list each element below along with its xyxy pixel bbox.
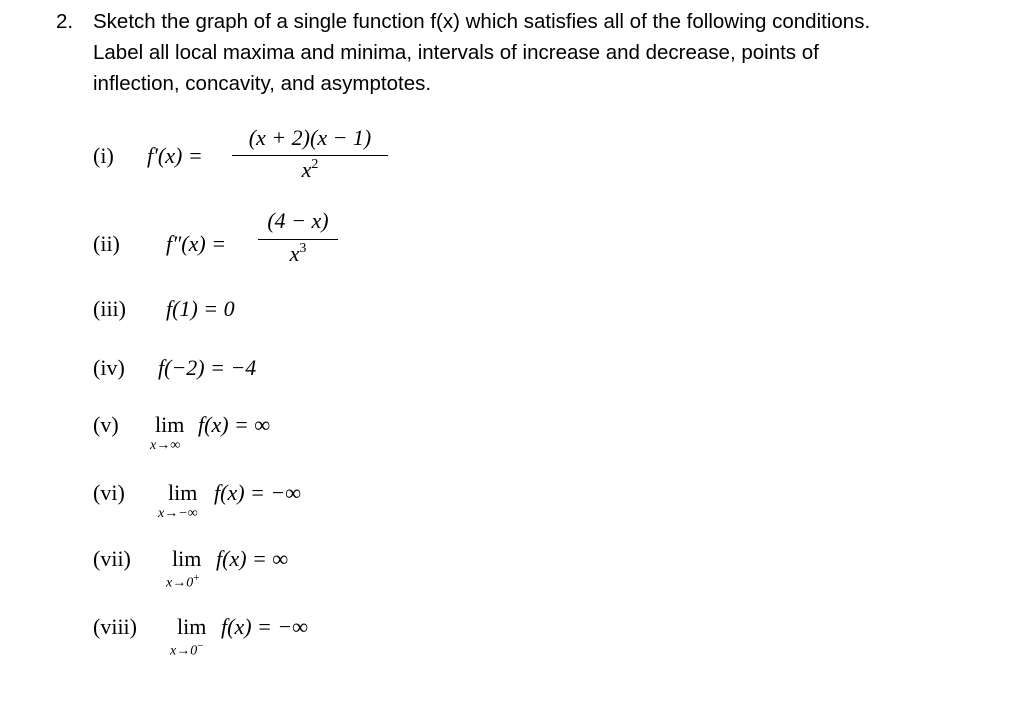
limit-subscript: x→0+ <box>166 572 200 591</box>
condition-expression: f(−2) = −4 <box>158 355 257 380</box>
condition-lhs: f″(x) = <box>166 231 227 256</box>
problem-number: 2. <box>56 10 74 33</box>
condition-lhs: f′(x) = <box>147 143 203 168</box>
fraction-numerator: (x + 2)(x − 1) <box>248 125 372 150</box>
condition-label: (i) <box>93 143 114 168</box>
problem-text <box>93 6 993 99</box>
limit-subscript: x→−∞ <box>158 506 198 521</box>
limit-operator: lim <box>177 614 207 639</box>
problem-text-line-2: Label all local maxima and minima, intervals of increase and decrease, points of <box>93 41 819 64</box>
condition-label: (iv) <box>93 355 125 380</box>
limit-subscript: x→∞ <box>150 438 181 453</box>
problem-text-line-1: Sketch the graph of a single function f(x) which satisfies all of the following conditions. <box>93 10 871 33</box>
condition-label: (vi) <box>93 480 125 505</box>
condition-label: (iii) <box>93 296 126 321</box>
problem-text-line-3: inflection, concavity, and asymptotes. <box>93 72 432 95</box>
fraction-denominator: $x^2$ <box>301 157 319 182</box>
condition-label: (vii) <box>93 546 131 571</box>
limit-operator: lim <box>168 480 198 505</box>
condition-expression: f(1) = 0 <box>166 296 235 321</box>
condition-label: (viii) <box>93 614 137 639</box>
limit-subscript: x→0− <box>170 640 204 659</box>
condition-label: (v) <box>93 412 119 437</box>
limit-expression: f(x) = −∞ <box>214 480 301 505</box>
limit-expression: f(x) = ∞ <box>198 412 271 437</box>
fraction-denominator: $x^3$ <box>289 241 307 266</box>
limit-expression: f(x) = ∞ <box>216 546 289 571</box>
fraction-numerator: (4 − x) <box>267 208 329 233</box>
limit-operator: lim <box>172 546 202 571</box>
limit-expression: f(x) = −∞ <box>221 614 308 639</box>
condition-label: (ii) <box>93 231 120 256</box>
fraction <box>232 125 388 182</box>
limit-operator: lim <box>155 412 185 437</box>
fraction <box>258 208 338 266</box>
